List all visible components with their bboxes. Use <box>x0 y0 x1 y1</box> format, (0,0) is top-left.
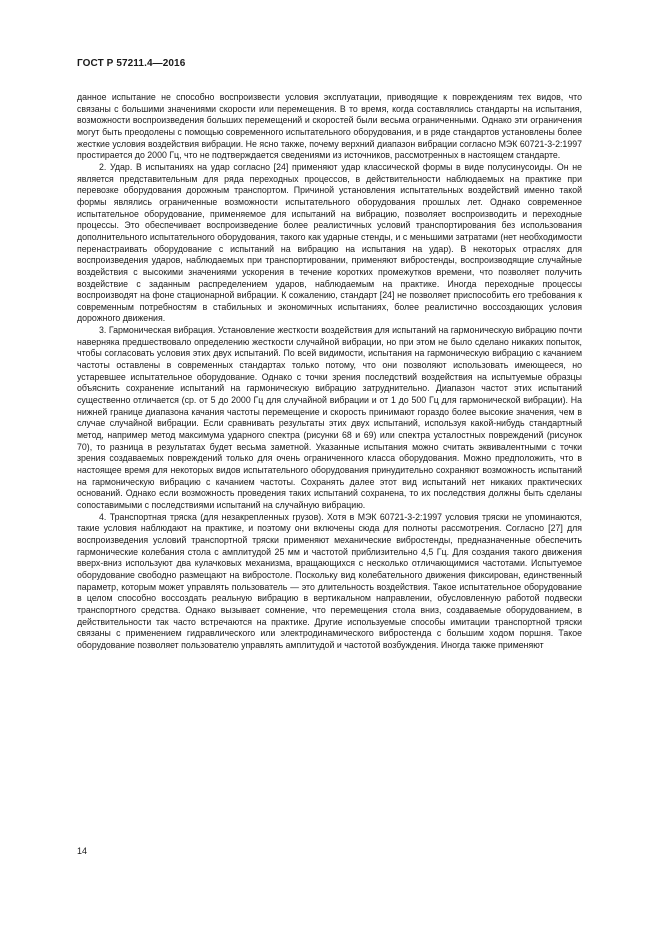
paragraph-shock: 2. Удар. В испытаниях на удар согласно [24] применяют удар классической формы в виде полусинусоиды. Он не является представительным для ряда переходных процессов, в действительности наблюдаемых на практике при перевозке оборудования дорожным транспортом. Причиной установления испытательных воздействий именно такой формы являлись ограниченные возможности испытательного оборудования прошлых лет. Однако современное испытательное оборудование, применяемое для испытаний на вибрацию, позволяет воспроизводить и переходные процессы. Это обеспечивает воспроизведение более реалистичных условий транспортирования без использования дополнительного испытательного оборудования, такого как ударные стенды, и с меньшими затратами (нет необходимости перенастраивать оборудование с испытаний на вибрацию на испытания на удар). В некоторых отраслях для воспроизведения ударов, наблюдаемых при транспортировании, применяют вибростенды, воспроизводящие случайные воздействия с высокими значениями ускорения в течение коротких промежутков времени, что позволяет получить воздействие с заданным распределением ударов, наблюдаемым на практике. Иногда переходные процессы воспроизводят на фоне стационарной вибрации. К сожалению, стандарт [24] не позволяет приспособить его требования к современным потребностям в стабильных и экономичных испытаниях, более реалистично воссоздающих условия дорожного движения. <box>77 161 582 324</box>
paragraph-continuation: данное испытание не способно воспроизвести условия эксплуатации, приводящие к повреждениям тех видов, что связаны с большими значениями скорости или перемещения. В то время, когда составлялись стандарты на испытания, возможности воспроизведения больших перемещений и скоростей были весьма ограниченными. Однако эти ограничения могут быть преодолены с помощью современного испытательного оборудования, и в ряде стандартов установлены более жесткие условия воздействия вибрации. Не ясно также, почему верхний диапазон вибрации согласно МЭК 60721-3-2:1997 простирается до 2000 Гц, что не подтверждается сведениями из источников, рассмотренных в настоящем стандарте. <box>77 92 582 161</box>
paragraph-harmonic-vibration: 3. Гармоническая вибрация. Установление жесткости воздействия для испытаний на гармоническую вибрацию почти наверняка предшествовало определению жесткости случайной вибрации, но при этом не было сделано никаких попыток, чтобы согласовать условия этих двух испытаний. По всей видимости, испытания на гармоническую вибрацию с качанием частоты оставлены в современных стандартах только потому, что они позволяют использовать имеющееся, но устаревшее испытательное оборудование. Однако с точки зрения последствий воздействия на испытуемые образцы объяснить сохранение испытаний на гармоническую вибрацию затруднительно. Диапазон частот этих испытаний существенно отличается (ср. от 5 до 2000 Гц для случайной вибрации и от 1 до 500 Гц для гармонической вибрации). На нижней границе диапазона качания частоты перемещение и скорость принимают гораздо более высокие значения, чем в случае случайной вибрации. Если сравнивать результаты этих двух испытаний, используя какой-нибудь стандартный метод, например метод максимума ударного спектра (рисунки 68 и 69) или спектра усталостных повреждений (рисунок 70), то разница в результатах будет весьма заметной. Указанные испытания можно считать эквивалентными с точки зрения создаваемых повреждений только для очень ограниченного класса оборудования. Можно предположить, что в настоящее время для некоторых видов испытательного оборудования принудительно сохраняют возможность испытаний на гармоническую вибрацию с качанием частоты. Сохранять далее этот вид испытаний нет никаких практических оснований. Однако если возможность проведения таких испытаний сохранена, то их последствия должны быть сделаны сопоставимыми с последствиями испытаний на случайную вибрацию. <box>77 325 582 510</box>
document-header: ГОСТ Р 57211.4—2016 <box>77 58 186 69</box>
paragraph-transport-bounce: 4. Транспортная тряска (для незакрепленных грузов). Хотя в МЭК 60721-3-2:1997 условия тряски не упоминаются, такие условия наблюдают на практике, и поэтому они включены сюда для полноты рассмотрения. Согласно [27] для воспроизведения условий транспортной тряски применяют механические вибростенды, предназначенные обеспечить гармонические колебания стола с амплитудой 25 мм и частотой приблизительно 4,5 Гц. Для создания такого движения вверх-вниз используют два кулачковых механизма, вращающихся с несколько отличающимися частотами. Испытуемое оборудование свободно размещают на вибростоле. Поскольку вид колебательного движения фиксирован, единственный параметр, которым может управлять пользователь — это длительность воздействия. Такое испытательное оборудование в целом способно воссоздать реальную вибрацию в вертикальном направлении, обусловленную работой подвески транспортного средства. Однако вызывает сомнение, что перемещения стола вниз, создаваемые оборудованием, в действительности так часто встречаются на практике. Другие используемые способы имитации транспортной тряски связаны с применением гидравлического или электродинамического вибростенда с большим ходом поршня. Такое оборудование позволяет пользователю управлять амплитудой и частотой возбуждения. Иногда также применяют <box>77 511 582 650</box>
page-number: 14 <box>77 846 88 856</box>
document-body <box>77 92 582 652</box>
